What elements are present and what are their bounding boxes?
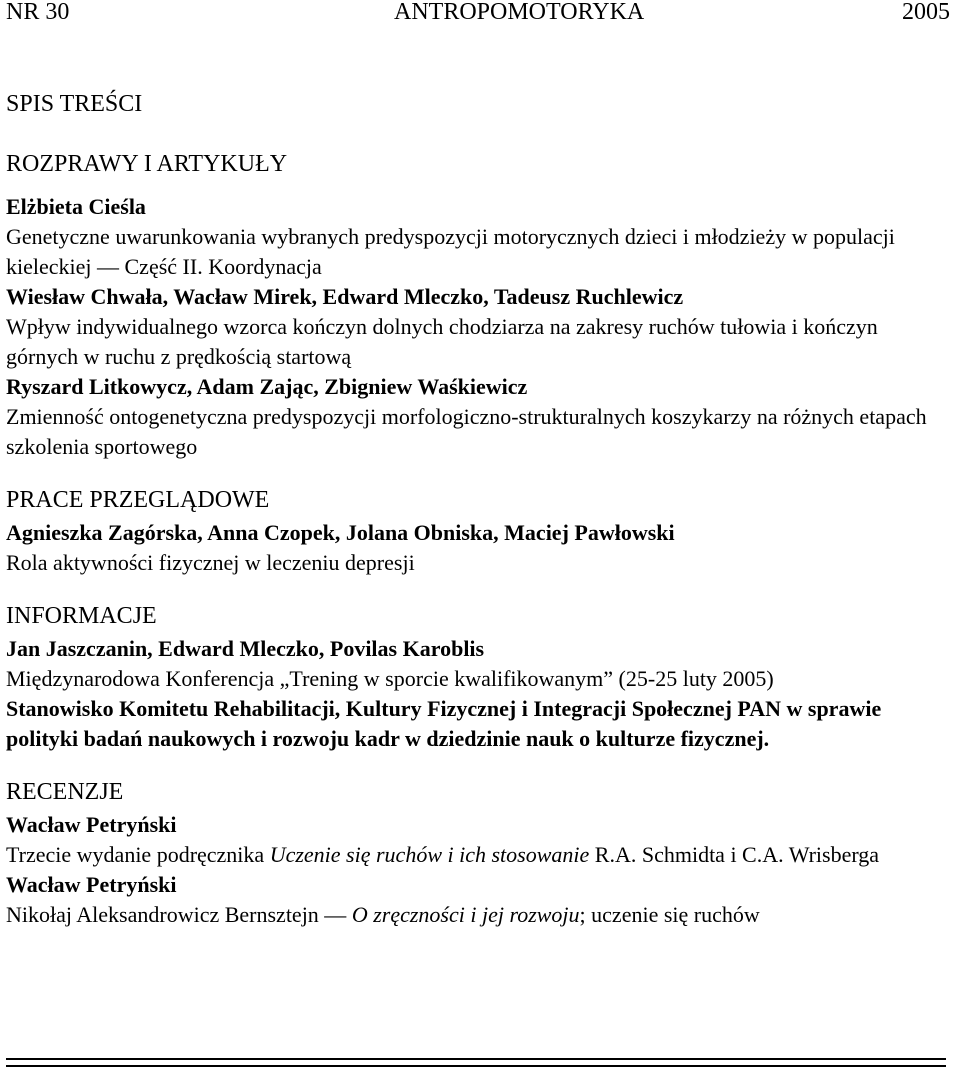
pan-statement: Stanowisko Komitetu Rehabilitacji, Kultury Fizycznej i Integracji Społecznej PAN w sprawie polityki badań naukowych i rozwoju kadr w dziedzinie nauk o kulturze fizycznej. [6,696,882,751]
toc-entry [6,634,950,694]
entry-authors: Elżbieta Cieśla [6,194,146,219]
entry-authors: Jan Jaszczanin, Edward Mleczko, Povilas Karoblis [6,636,485,661]
entry-title [6,900,950,930]
entry-title [6,840,950,870]
entry-authors: Ryszard Litkowycz, Adam Zając, Zbigniew Waśkiewicz [6,374,528,399]
toc-entry [6,372,950,462]
section-heading-informacje: INFORMACJE [6,603,157,629]
entry-title: Międzynarodowa Konferencja „Trening w sporcie kwalifikowanym” (25-25 luty 2005) [6,666,774,691]
journal-name: ANTROPOMOTORYKA [394,0,645,25]
toc-entry [6,810,950,870]
toc-entry [6,192,950,282]
issue-number: NR 30 [6,0,70,25]
entry-authors: Agnieszka Zagórska, Anna Czopek, Jolana Obniska, Maciej Pawłowski [6,520,675,545]
toc-entry [6,282,950,372]
toc-entry [6,870,950,930]
entry-authors: Wacław Petryński [6,872,177,897]
title-prefix: Trzecie wydanie podręcznika [6,842,270,867]
footer-rule [6,1058,946,1060]
entry-title: Wpływ indywidualnego wzorca kończyn dolnych chodziarza na zakresy ruchów tułowia i kończyn górnych w ruchu z prędkością startową [6,314,878,369]
title-suffix: ; uczenie się ruchów [579,902,760,927]
entry-authors: Wiesław Chwała, Wacław Mirek, Edward Mleczko, Tadeusz Ruchlewicz [6,284,684,309]
section-heading-recenzje: RECENZJE [6,779,124,805]
entry-title: Zmienność ontogenetyczna predyspozycji morfologiczno-strukturalnych koszykarzy na różnych etapach szkolenia sportowego [6,404,927,459]
toc-title: SPIS TREŚCI [6,91,143,117]
entry-title: Genetyczne uwarunkowania wybranych predyspozycji motorycznych dzieci i młodzieży w populacji kieleckiej — Część II. Koordynacja [6,224,895,279]
toc-entry [6,518,950,578]
entry-authors: Wacław Petryński [6,812,177,837]
section-heading-rozprawy: ROZPRAWY I ARTYKUŁY [6,151,288,177]
page-header [6,0,950,30]
footer-rule [6,1065,946,1067]
title-prefix: Nikołaj Aleksandrowicz Bernsztejn — [6,902,352,927]
table-of-contents [6,86,950,930]
issue-year: 2005 [902,0,950,25]
title-suffix: R.A. Schmidta i C.A. Wrisberga [589,842,880,867]
book-title: O zręczności i jej rozwoju [351,902,580,927]
section-heading-przeglady: PRACE PRZEGLĄDOWE [6,487,270,513]
entry-title: Rola aktywności fizycznej w leczeniu depresji [6,550,415,575]
book-title: Uczenie się ruchów i ich stosowanie [269,842,590,867]
